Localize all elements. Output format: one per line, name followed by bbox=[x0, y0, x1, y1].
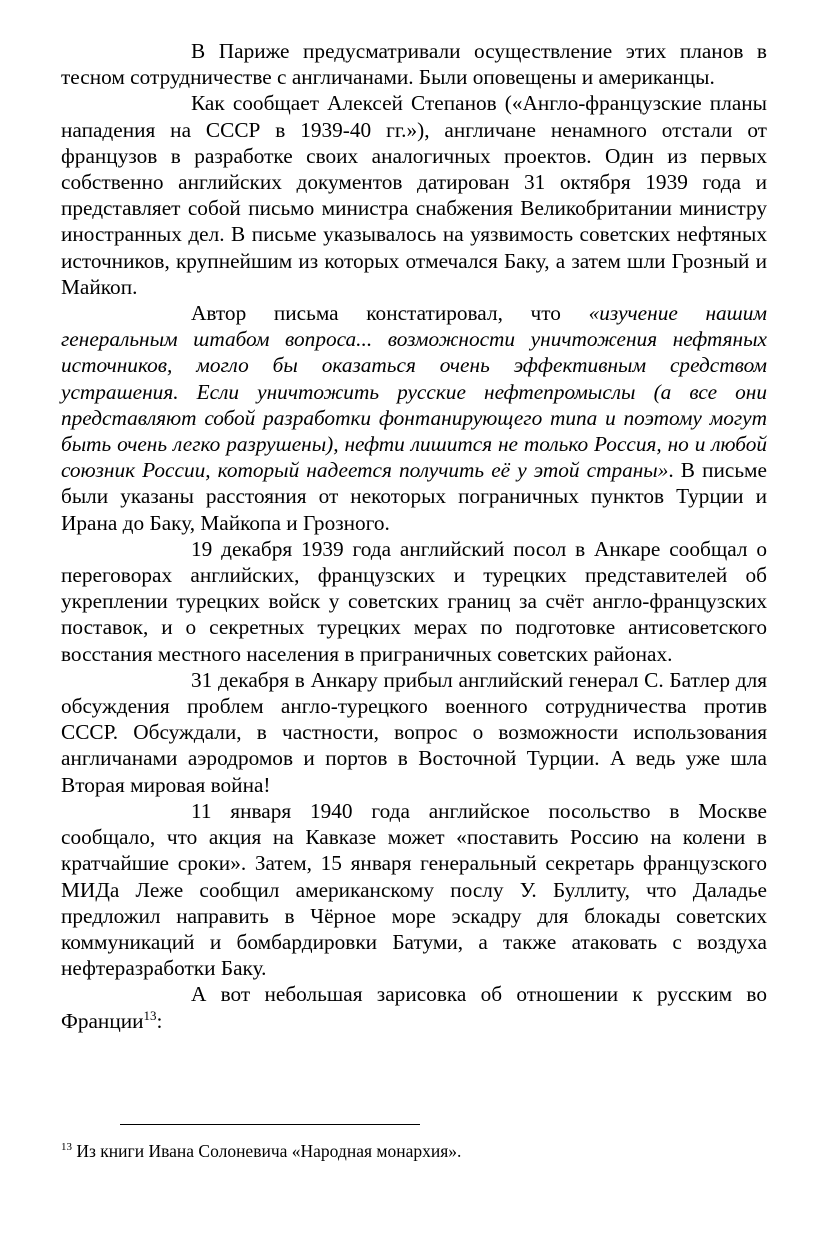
footnote-text: Из книги Ивана Солоневича «Народная монархия». bbox=[72, 1141, 462, 1161]
paragraph-france-sketch bbox=[61, 981, 767, 1033]
footnote-divider bbox=[120, 1124, 420, 1125]
footnote-number: 13 bbox=[61, 1141, 72, 1154]
footnote bbox=[61, 1140, 767, 1162]
letter-quote: «изучение нашим генеральным штабом вопроса... возможности уничтожения нефтяных источников, могло бы оказаться очень эффективным средством устрашения. Если уничтожить русские нефтепромыслы (а все они представляют собой разработки фонтанирующего типа и поэтому могут быть очень легко разрушены), нефти лишится не только Россия, но и любой союзник России, который надеется получить её у этой страны» bbox=[61, 301, 767, 483]
letter-rest: . В письме были указаны расстояния от некоторых пограничных пунктов Турции и Ирана до Баку, Майкопа и Грозного. bbox=[61, 458, 767, 535]
france-sketch-end: : bbox=[156, 1008, 163, 1033]
paragraph-butler-visit: 31 декабря в Анкару прибыл английский генерал С. Батлер для обсуждения проблем англо-турецкого военного сотрудничества против СССР. Обсуждали, в частности, вопрос о возможности использования англичанами аэродромов и портов в Восточной Турции. А ведь уже шла Вторая мировая война! bbox=[61, 667, 767, 797]
paragraph-stepanov-report: Как сообщает Алексей Степанов («Англо-французские планы нападения на СССР в 1939-40 гг.»), англичане ненамного отстали от французов в разработке своих аналогичных проектов. Один из первых собственно английских документов датирован 31 октября 1939 года и представляет собой письмо министра снабжения Великобритании министру иностранных дел. В письме указывалось на уязвимость советских нефтяных источников, крупнейшим из которых отмечался Баку, а затем шли Грозный и Майкоп. bbox=[61, 91, 767, 299]
paragraph-caucasus-action: 11 января 1940 года английское посольство в Москве сообщало, что акция на Кавказе может «поставить Россию на колени в кратчайшие сроки». Затем, 15 января генеральный секретарь французского МИДа Леже сообщил американскому послу У. Буллиту, что Даладье предложил направить в Чёрное море эскадру для блокады советских коммуникаций и бомбардировки Батуми, а также атаковать с воздуха нефтеразработки Баку. bbox=[61, 798, 767, 981]
footnote-reference[interactable]: 13 bbox=[143, 1007, 157, 1023]
france-sketch-text: А вот небольшая зарисовка об отношении к русским во Франции bbox=[61, 982, 767, 1033]
letter-intro: Автор письма констатировал, что bbox=[191, 301, 589, 326]
paragraph-ankara-talks: 19 декабря 1939 года английский посол в Анкаре сообщал о переговорах английских, французских и турецких представителей об укреплении турецких войск у советских границ за счёт англо-французских поставок, и о секретных турецких мерах по подготовке антисоветского восстания местного населения в приграничных советских районах. bbox=[61, 536, 767, 666]
paragraph-paris-plans: В Париже предусматривали осуществление этих планов в тесном сотрудничестве с англичанами. Были оповещены и американцы. bbox=[61, 39, 767, 90]
paragraph-letter-author bbox=[61, 300, 767, 536]
page-body bbox=[61, 38, 767, 1034]
